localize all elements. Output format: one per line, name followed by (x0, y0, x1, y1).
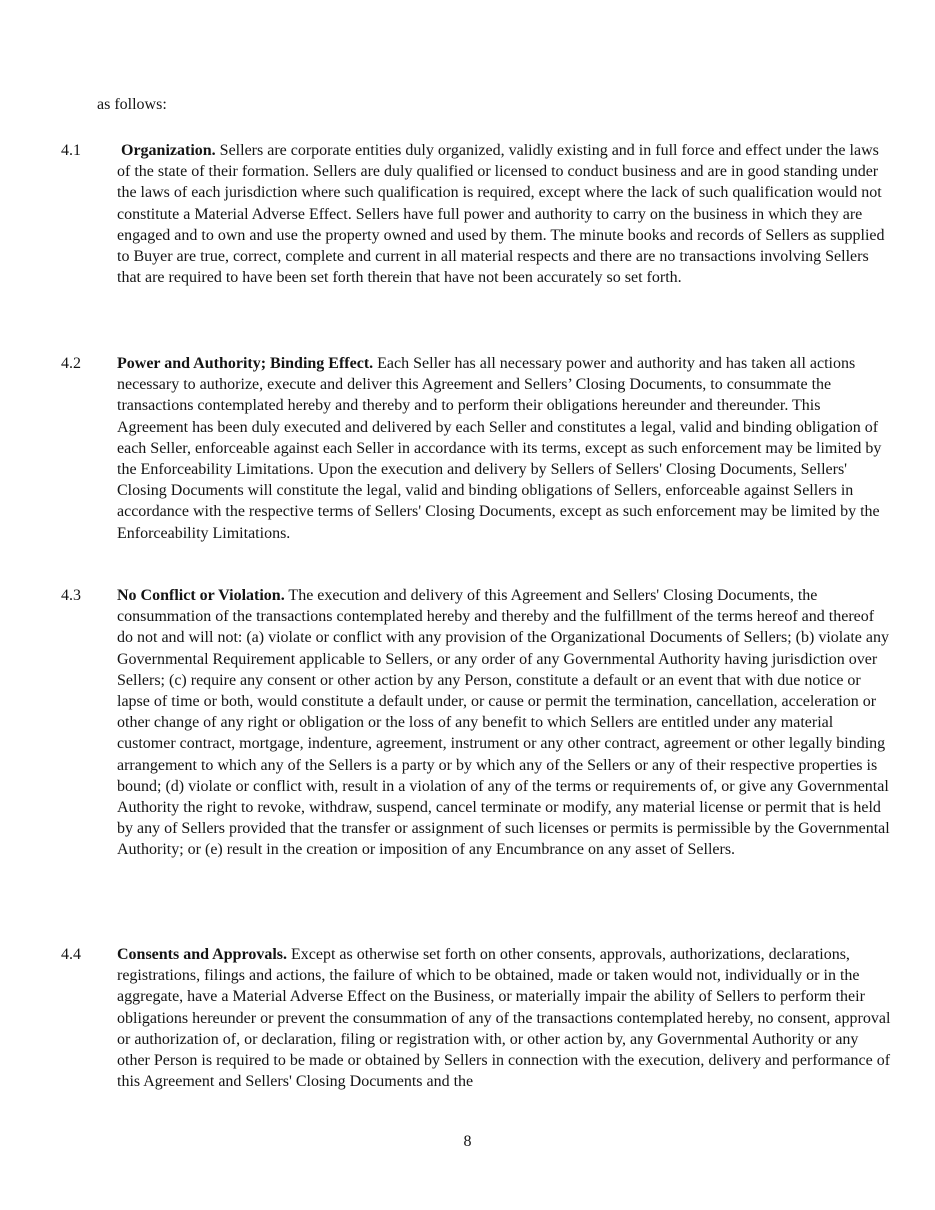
intro-text: as follows: (97, 96, 167, 113)
section-number: 4.2 (61, 355, 81, 372)
section-body: Each Seller has all necessary power and authority and has taken all actions necessary to authorize, execute and deliver this Agreement and Sellers’ Closing Documents, to consummate the transactions contemplated hereby and thereby and to perform their obligations hereunder and thereunder. This Agreement has been duly executed and delivered by each Seller and constitutes a legal, valid and binding obligation of each Seller, enforceable against each Seller in accordance with its terms, except as such enforcement may be limited by the Enforceability Limitations. Upon the execution and delivery by Sellers of Sellers' Closing Documents, Sellers' Closing Documents will constitute the legal, valid and binding obligations of Sellers, enforceable against Sellers in accordance with the respective terms of Sellers' Closing Documents, except as such enforcement may be limited by the Enforceability Limitations. (117, 355, 882, 542)
section-body: Sellers are corporate entities duly organized, validly existing and in full force and effect under the laws of the state of their formation. Sellers are duly qualified or licensed to conduct business and are in good standing under the laws of each jurisdiction where such qualification is required, except where the lack of such qualification would not constitute a Material Adverse Effect. Sellers have full power and authority to carry on the business in which they are engaged and to own and use the property owned and used by them. The minute books and records of Sellers as supplied to Buyer are true, correct, complete and current in all material respects and there are no transactions involving Sellers that are required to have been set forth therein that have not been accurately so set forth. (117, 142, 885, 287)
section-4-1 (61, 140, 891, 288)
section-heading: Power and Authority; Binding Effect. (117, 355, 374, 372)
page-number: 8 (463, 1133, 472, 1150)
section-4-3 (61, 585, 891, 861)
section-body: Except as otherwise set forth on other consents, approvals, authorizations, declarations, registrations, filings and actions, the failure of which to be obtained, made or taken would not, individually or in the aggregate, have a Material Adverse Effect on the Business, or materially impair the ability of Sellers to perform their obligations hereunder or prevent the consummation of any of the transactions contemplated hereby, no consent, approval or authorization of, or declaration, filing or registration with, or other action by, any Governmental Authority or any other Person is required to be made or obtained by Sellers in connection with the execution, delivery and performance of this Agreement and Sellers' Closing Documents and the (117, 946, 891, 1091)
section-number: 4.3 (61, 587, 81, 604)
section-number: 4.1 (61, 142, 81, 159)
section-heading: Consents and Approvals. (117, 946, 287, 963)
section-4-4 (61, 944, 891, 1092)
section-heading: Organization. (121, 142, 216, 159)
section-body: The execution and delivery of this Agreement and Sellers' Closing Documents, the consummation of the transactions contemplated hereby and thereby and the fulfillment of the terms hereof and thereof do not and will not: (a) violate or conflict with any provision of the Organizational Documents of Sellers; (b) violate any Governmental Requirement applicable to Sellers, or any order of any Governmental Authority having jurisdiction over Sellers; (c) require any consent or other action by any Person, constitute a default or an event that with due notice or lapse of time or both, would constitute a default under, or cause or permit the termination, cancellation, acceleration or other change of any right or obligation or the loss of any benefit to which Sellers are entitled under any material customer contract, mortgage, indenture, agreement, instrument or any other contract, agreement or other legally binding arrangement to which any of the Sellers is a party or by which any of the Sellers or any of their respective properties is bound; (d) violate or conflict with, result in a violation of any of the terms or requirements of, or give any Governmental Authority the right to revoke, withdraw, suspend, cancel terminate or modify, any material license or permit that is held by any of Sellers provided that the transfer or assignment of such licenses or permits is permissible by the Governmental Authority; or (e) result in the creation or imposition of any Encumbrance on any asset of Sellers. (117, 587, 890, 859)
section-4-2 (61, 353, 891, 544)
section-heading: No Conflict or Violation. (117, 587, 285, 604)
section-number: 4.4 (61, 946, 81, 963)
